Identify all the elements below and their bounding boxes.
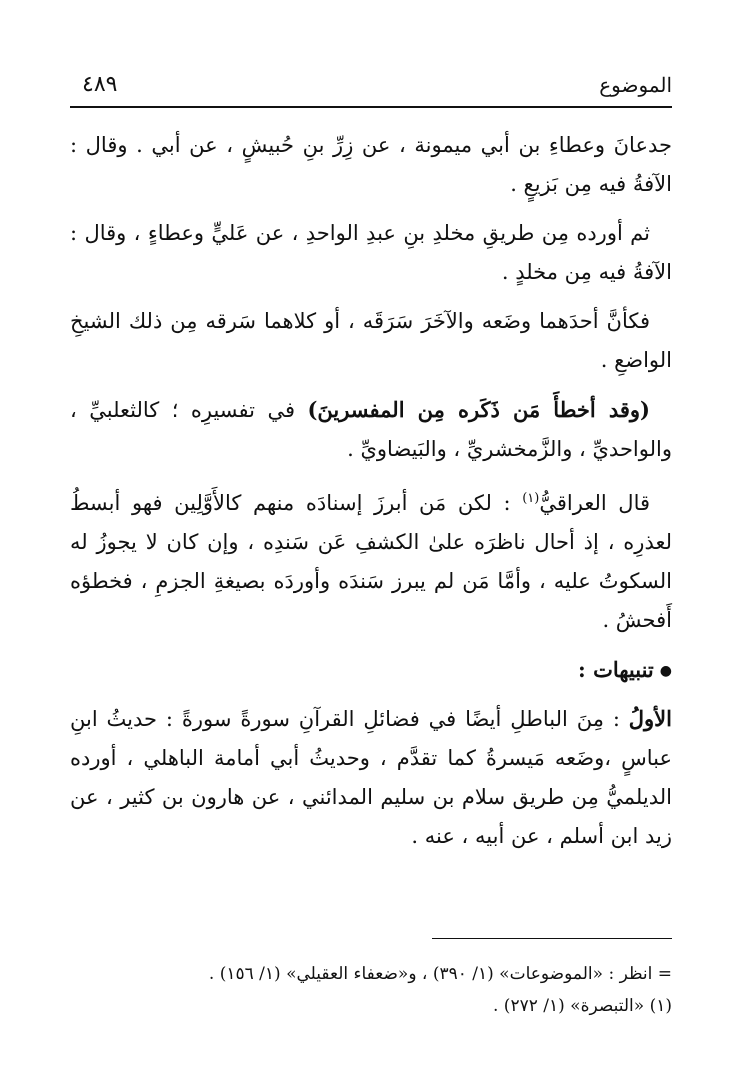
footnote-1: (١) «التبصرة» (١/ ٢٧٢) . [493, 996, 672, 1016]
paragraph-2 [70, 214, 672, 292]
section-heading [70, 650, 672, 691]
paragraph-3 [70, 302, 672, 380]
section-heading-text: تنبيهات : [578, 657, 654, 682]
paragraph-5 [70, 479, 672, 640]
footnote-reference[interactable]: (١) [522, 491, 540, 506]
paragraph-4 [70, 390, 672, 469]
footnote-separator [432, 938, 672, 939]
footnote-continued: = انظر : «الموضوعات» (١/ ٣٩٠) ، و«ضعفاء العقيلي» (١/ ١٥٦) . [208, 964, 672, 984]
first-note-label: الأولُ [628, 706, 672, 731]
paragraph-3-text: فكأنَّ أحدَهما وضَعه والآخَرَ سَرَقَه ، أو كلاهما سَرقه مِن ذلك الشيخِ الواضعِ . [70, 309, 672, 372]
page-number: ٤٨٩ [82, 72, 118, 97]
header-title: الموضوع [599, 73, 672, 97]
running-header [82, 70, 672, 104]
footnotes [70, 958, 672, 1022]
paragraph-5-text: : لكن مَن أبرزَ إسنادَه منهم كالأَوَّلِين فهو أبسطُ لعذرِه ، إذ أحال ناظرَه علىٰ الكشفِ عَن سَندِه ، وإن كان لا يجوزُ له السكوتُ عليه ، وأمَّا مَن لم يبرز سَندَه وأوردَه بصيغةِ الجزمِ ، فخطؤه أَفحشُ . [70, 491, 672, 632]
paragraph-1 [70, 126, 672, 204]
header-rule [70, 106, 672, 108]
first-note-text: : مِنَ الباطلِ أيضًا في فضائلِ القرآنِ سورةً سورةً : حديثُ ابنِ عباسٍ ،وضَعه مَيسرةُ كما تقدَّم ، وحديثُ أبي أمامة الباهلي ، أورده الديلميُّ مِن طريق سلام بن سليم المدائني ، عن هارون بن كثير ، عن زيد ابن أسلم ، عن أبيه ، عنه . [70, 707, 672, 848]
quoted-matn: (وقد أخطأَ مَن ذَكَره مِن المفسرينَ) [307, 397, 650, 422]
first-note [70, 699, 672, 856]
paragraph-4-text: في تفسيرِه ؛ كالثعلبيِّ ، والواحديِّ ، والزَّمخشريِّ ، والبَيضاويِّ . [70, 398, 672, 461]
paragraph-5-lead: قال العراقيُّ [539, 491, 651, 515]
main-text [70, 126, 672, 866]
paragraph-2-text: ثم أورده مِن طريقِ مخلدِ بنِ عبدِ الواحدِ ، عن عَليٍّ وعطاءٍ ، وقال : الآفةُ فيه مِن مخلدٍ . [70, 221, 672, 284]
bullet-icon: ● [659, 663, 672, 679]
paragraph-1-text: جدعانَ وعطاءِ بن أبي ميمونة ، عن زِرِّ بنِ حُبيشٍ ، عن أبي . وقال : الآفةُ فيه مِن بَزيعٍ . [70, 133, 672, 196]
